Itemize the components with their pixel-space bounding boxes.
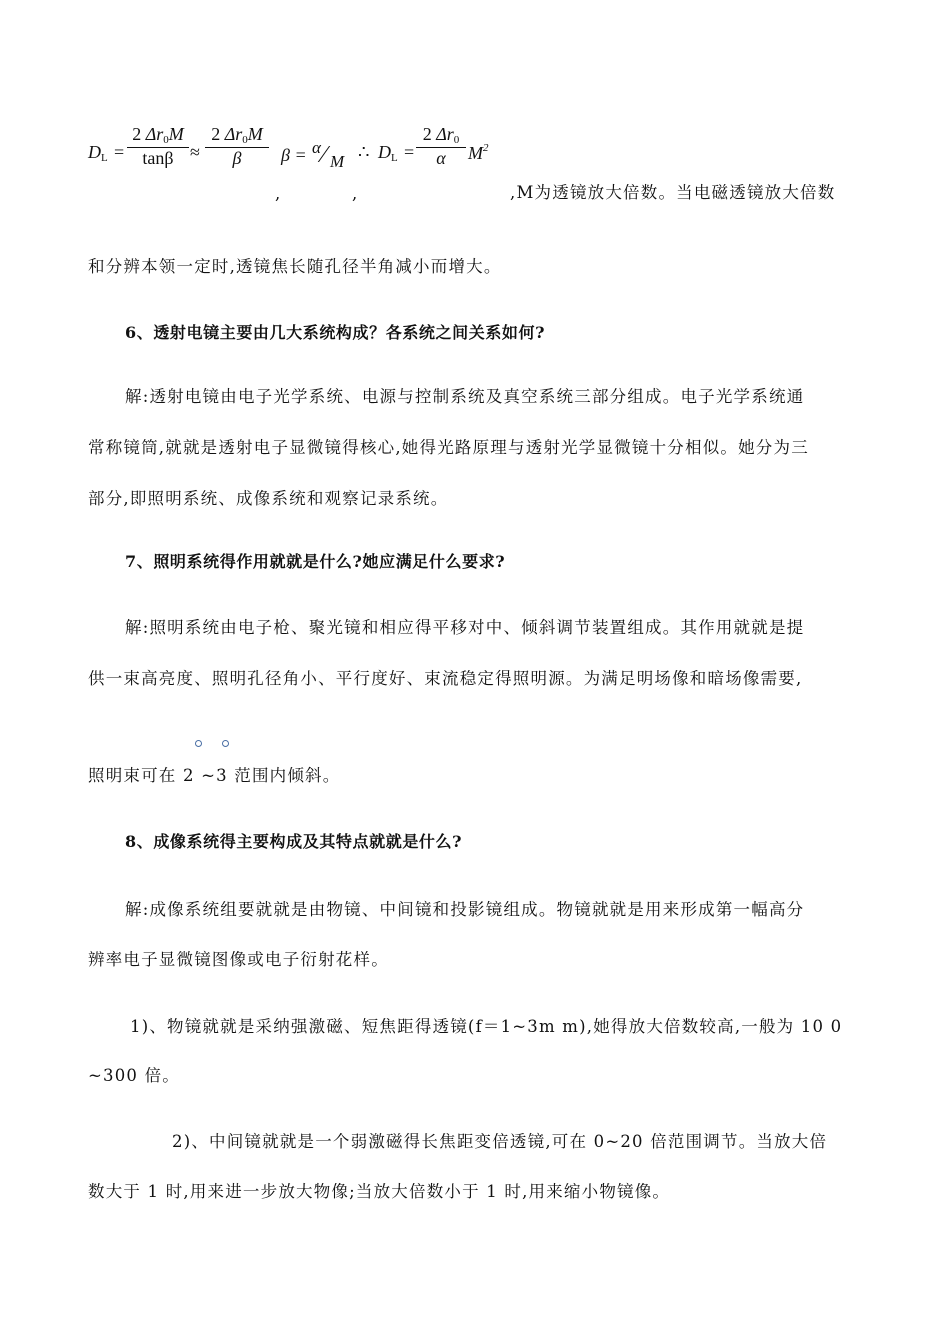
answer-text: 辨率电子显微镜图像或电子衍射花样。 xyxy=(88,950,389,969)
formula-m-squared: $M^2$ xyxy=(468,142,489,163)
formula-approx: ≈ xyxy=(190,142,200,162)
answer-text: 解:成像系统组要就就是由物镜、中间镜和投影镜组成。物镜就就是用来形成第一幅高分 xyxy=(125,900,805,919)
formula-beta-eq: β = xyxy=(281,145,307,165)
list-item-text: 数大于 1 时,用来进一步放大物像;当放大倍数小于 1 时,用来缩小物镜像。 xyxy=(88,1182,671,1201)
paragraph-text: 和分辨本领一定时,透镜焦长随孔径半角减小而增大。 xyxy=(88,257,502,276)
answer-text: 常称镜筒,就就是透射电子显微镜得核心,她得光路原理与透射光学显微镜十分相似。她分为三 xyxy=(88,438,809,457)
formula-equals-2: = xyxy=(404,142,415,162)
formula-m-denominator: M xyxy=(330,152,345,171)
paragraph-text: ,M为透镜放大倍数。当电磁透镜放大倍数 xyxy=(510,183,836,202)
list-item-text: ~300 倍。 xyxy=(88,1066,180,1085)
formula-fraction-2: 2 $\Delta r_0M$ β xyxy=(205,124,269,169)
answer-text: 解:透射电镜由电子光学系统、电源与控制系统及真空系统三部分组成。电子光学系统通 xyxy=(125,387,805,406)
formula-fraction-3: 2 $\Delta r_0$ α xyxy=(416,124,466,169)
formula-alpha: α xyxy=(312,138,321,157)
formula-dl: $D_L$ xyxy=(88,142,108,164)
list-item-text: 2)、中间镜就就是一个弱激磁得长焦距变倍透镜,可在 0~20 倍范围调节。当放大倍 xyxy=(172,1132,828,1151)
formula-therefore: ∴ xyxy=(358,142,370,162)
list-item-text: 1)、物镜就就是采纳强激磁、短焦距得透镜(f＝1~3m m),她得放大倍数较高,一般为 10 0 xyxy=(130,1017,843,1036)
degree-symbol-icon xyxy=(195,740,202,747)
formula-slash: ⁄ xyxy=(322,142,327,168)
formula-equals: = xyxy=(114,142,125,162)
formula-dl-2: $D_L$ xyxy=(378,142,398,164)
formula-comma-2: , xyxy=(352,184,359,203)
answer-text: 供一束高亮度、照明孔径角小、平行度好、束流稳定得照明源。为满足明场像和暗场像需要, xyxy=(88,669,803,688)
answer-text: 照明束可在 2 ~3 范围内倾斜。 xyxy=(88,766,341,785)
question-heading: 8、成像系统得主要构成及其特点就就是什么? xyxy=(125,832,463,851)
formula-fraction-1: 2 $\Delta r_0M$ tanβ xyxy=(127,124,189,169)
answer-text: 部分,即照明系统、成像系统和观察记录系统。 xyxy=(88,489,449,508)
formula-comma-1: , xyxy=(275,184,282,203)
question-heading: 6、透射电镜主要由几大系统构成？各系统之间关系如何? xyxy=(125,323,546,342)
question-heading: 7、照明系统得作用就就是什么?她应满足什么要求? xyxy=(125,552,506,571)
answer-text: 解:照明系统由电子枪、聚光镜和相应得平移对中、倾斜调节装置组成。其作用就就是提 xyxy=(125,618,805,637)
degree-symbol-icon xyxy=(222,740,229,747)
